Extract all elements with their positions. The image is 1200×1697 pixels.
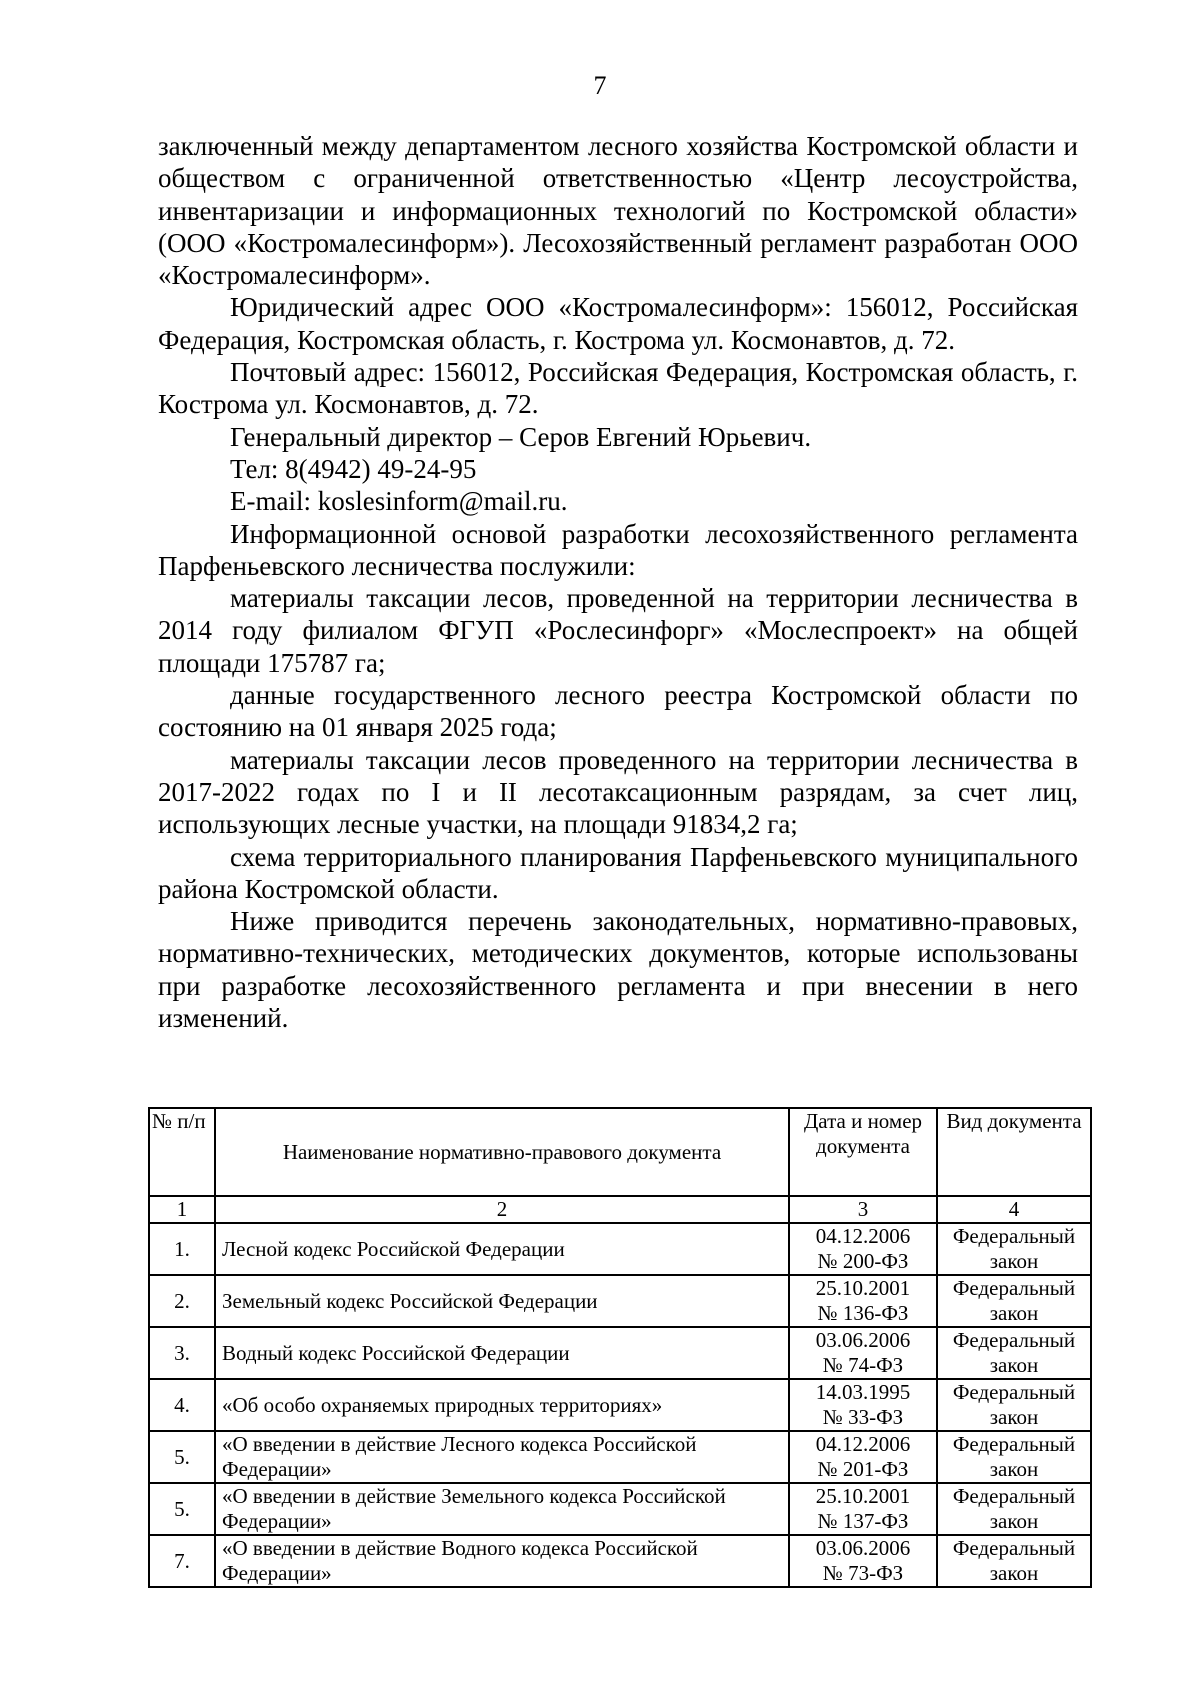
paragraph: Ниже приводится перечень законодательных, нормативно-правовых, нормативно-технических, методических документов, которые использованы при разработке лесохозяйственного регламента и при внесении в него изменений. [158,906,1078,1034]
row-date-value: 03.06.2006 [815,1328,911,1352]
paragraph: схема территориального планирования Парфеньевского муниципального района Костромской области. [158,841,1078,904]
row-doc-number: № 200-ФЗ [817,1249,909,1273]
header-type: Вид документа [937,1108,1091,1196]
row-num: 2. [149,1275,215,1327]
body-text [158,130,1078,1034]
row-name: «О введении в действие Лесного кодекса Российской Федерации» [215,1431,789,1483]
paragraph: Генеральный директор – Серов Евгений Юрьевич. [230,421,812,452]
paragraph: заключенный между департаментом лесного хозяйства Костромской области и обществом с ограниченной ответственностью «Центр лесоустройства, инвентаризации и информационных технологий по Костромской области» (ООО «Костромалесинформ»). Лесохозяйственный регламент разработан ООО «Костромалесинформ». [158,131,1078,291]
row-date [789,1379,937,1431]
paragraph: Тел: 8(4942) 49-24-95 [230,453,477,484]
row-date-value: 04.12.2006 [815,1224,911,1248]
documents-table [148,1107,1092,1588]
column-number: 4 [937,1196,1091,1223]
row-type: Федеральный закон [937,1223,1091,1275]
row-type: Федеральный закон [937,1379,1091,1431]
row-name: Водный кодекс Российской Федерации [215,1327,789,1379]
row-doc-number: № 74-ФЗ [822,1353,904,1377]
column-number: 1 [149,1196,215,1223]
row-name: Земельный кодекс Российской Федерации [215,1275,789,1327]
row-num: 5. [149,1483,215,1535]
row-date [789,1223,937,1275]
row-type: Федеральный закон [937,1483,1091,1535]
paragraph: данные государственного лесного реестра Костромской области по состоянию на 01 января 2025 года; [158,680,1078,743]
paragraph: материалы таксации лесов, проведенной на территории лесничества в 2014 году филиалом ФГУП «Рослесинфорг» «Мослеспроект» на общей площади 175787 га; [158,583,1078,678]
page-number: 7 [593,71,607,100]
paragraph: Информационной основой разработки лесохозяйственного регламента Парфеньевского лесничества послужили: [158,518,1078,581]
row-doc-number: № 137-ФЗ [817,1509,909,1533]
row-date [789,1535,937,1587]
row-type: Федеральный закон [937,1275,1091,1327]
table-row [149,1483,1091,1535]
row-doc-number: № 33-ФЗ [822,1405,904,1429]
table-row [149,1223,1091,1275]
row-name: «О введении в действие Водного кодекса Российской Федерации» [215,1535,789,1587]
row-doc-number: № 201-ФЗ [817,1457,909,1481]
column-number: 2 [215,1196,789,1223]
row-date [789,1327,937,1379]
paragraph: E-mail: koslesinform@mail.ru. [230,486,568,517]
row-date-value: 25.10.2001 [815,1276,911,1300]
table-header-row [149,1108,1091,1196]
table-row [149,1431,1091,1483]
paragraph: Почтовый адрес: 156012, Российская Федерация, Костромская область, г. Кострома ул. Космонавтов, д. 72. [158,357,1078,420]
paragraph: Юридический адрес ООО «Костромалесинформ»: 156012, Российская Федерация, Костромская область, г. Кострома ул. Космонавтов, д. 72. [158,292,1078,355]
paragraph: материалы таксации лесов проведенного на территории лесничества в 2017-2022 годах по I и II лесотаксационным разрядам, за счет лиц, использующих лесные участки, на площади 91834,2 га; [158,744,1078,840]
row-num: 5. [149,1431,215,1483]
header-num: № п/п [149,1108,215,1196]
row-type: Федеральный закон [937,1535,1091,1587]
header-name: Наименование нормативно-правового документа [215,1108,789,1196]
row-num: 3. [149,1327,215,1379]
row-num: 4. [149,1379,215,1431]
row-type: Федеральный закон [937,1327,1091,1379]
row-num: 7. [149,1535,215,1587]
table-row [149,1535,1091,1587]
table-row [149,1379,1091,1431]
row-name: Лесной кодекс Российской Федерации [215,1223,789,1275]
row-date-value: 04.12.2006 [815,1432,911,1456]
column-number: 3 [789,1196,937,1223]
row-doc-number: № 73-ФЗ [822,1561,904,1585]
table-row [149,1327,1091,1379]
row-date [789,1431,937,1483]
row-name: «Об особо охраняемых природных территориях» [215,1379,789,1431]
row-date [789,1483,937,1535]
row-num: 1. [149,1223,215,1275]
column-numbers-row [149,1196,1091,1223]
row-type: Федеральный закон [937,1431,1091,1483]
row-date [789,1275,937,1327]
header-date: Дата и номер документа [789,1108,937,1196]
row-date-value: 25.10.2001 [815,1484,911,1508]
table-row [149,1275,1091,1327]
row-name: «О введении в действие Земельного кодекса Российской Федерации» [215,1483,789,1535]
row-doc-number: № 136-ФЗ [817,1301,909,1325]
row-date-value: 03.06.2006 [815,1536,911,1560]
row-date-value: 14.03.1995 [815,1380,911,1404]
